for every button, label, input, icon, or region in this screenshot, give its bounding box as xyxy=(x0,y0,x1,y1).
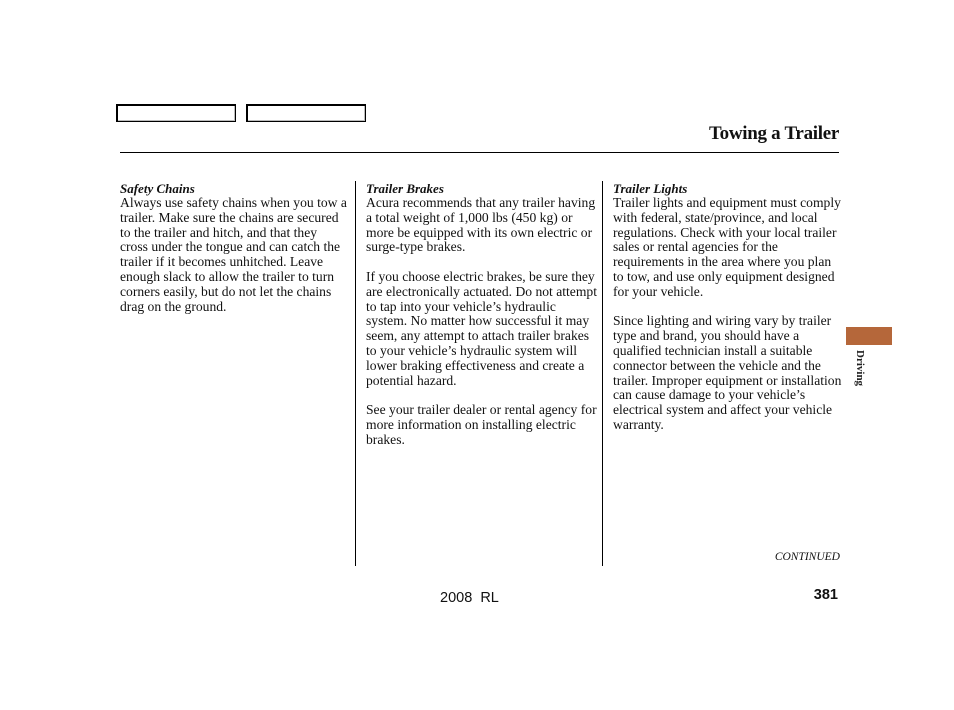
page-title: Towing a Trailer xyxy=(709,123,839,144)
section-heading: Trailer Lights xyxy=(613,181,688,196)
header-rule xyxy=(120,152,839,153)
paragraph: Acura recommends that any trailer having a total weight of 1,000 lbs (450 kg) or more be equipped with its own electric or surge-type brakes. xyxy=(366,195,596,255)
driving-section-label: Driving xyxy=(854,350,866,387)
driving-section-tab[interactable] xyxy=(846,327,892,345)
section-safety-chains xyxy=(120,181,348,329)
paragraph: If you choose electric brakes, be sure they are electronically actuated. Do not attempt to tap into your vehicle’s hydraulic system. No matter how successful it may seem, any attempt to attach trailer brakes to your vehicle’s hydraulic system will lower braking effectiveness and create a potential hazard. xyxy=(366,268,597,388)
index-button[interactable] xyxy=(246,104,366,122)
paragraph: See your trailer dealer or rental agency for more information on installing electric brakes. xyxy=(366,402,597,447)
continued-label: CONTINUED xyxy=(774,551,840,563)
page-number: 381 xyxy=(813,587,838,603)
main-menu-button[interactable] xyxy=(116,104,236,122)
paragraph: Since lighting and wiring vary by trailer type and brand, you should have a qualified technician install a suitable connector between the vehicle and the trailer. Improper equipment or installation can cause damage to your vehicle’s electrical system and affect your vehicle warranty. xyxy=(613,313,842,432)
column-divider xyxy=(602,181,603,566)
section-trailer-brakes xyxy=(366,181,598,462)
column-divider xyxy=(355,181,356,566)
section-trailer-lights xyxy=(613,181,845,448)
section-heading: Safety Chains xyxy=(120,181,195,196)
paragraph: Always use safety chains when you tow a trailer. Make sure the chains are secured to the trailer and hitch, and that they cross under the tongue and can catch the trailer if it becomes unhitched. Leave enough slack to allow the trailer to turn corners easily, but do not let the chains drag on the ground. xyxy=(120,195,347,314)
section-heading: Trailer Brakes xyxy=(366,181,444,196)
model-label: 2008 RL xyxy=(440,590,499,606)
paragraph: Trailer lights and equipment must comply with federal, state/province, and local regulations. Check with your local trailer sales or rental agencies for the requirements in the area where you plan to tow, and use only equipment designed for your vehicle. xyxy=(613,195,841,299)
